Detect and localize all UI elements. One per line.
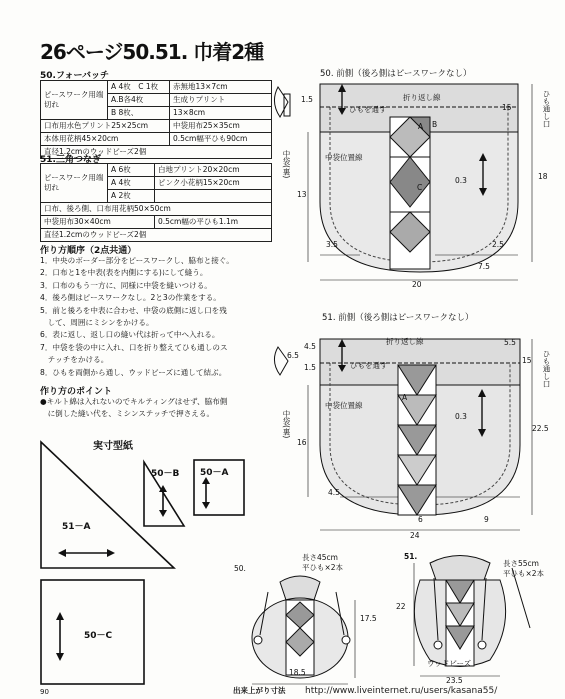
finished50-label: 50. bbox=[234, 564, 246, 573]
howto-step: 4．後ろ側はピースワークなし。2と3の作業をする。 bbox=[40, 293, 221, 303]
sec50-cell: 生成りプリント bbox=[170, 94, 272, 107]
howto-step: 2．口布と1を中表(表を内側にする)にして縫う。 bbox=[40, 268, 208, 278]
howto-step: テッチをかける。 bbox=[40, 355, 109, 365]
sec50-cell: 口布用水色プリント25×25cm bbox=[41, 120, 170, 133]
sec50-cell: ピースワーク用端切れ bbox=[41, 81, 108, 120]
diag50-dim: 3.5 bbox=[326, 240, 338, 249]
sec50-cell: 0.5cm幅平ひも90cm bbox=[170, 133, 272, 146]
diag51-caption: 51. 前側（後ろ側はピースワークなし） bbox=[322, 313, 474, 323]
point-text bbox=[40, 396, 227, 421]
sec50-cell: A.B各4枚 bbox=[108, 94, 170, 107]
sec51-heading: 51.三角つなぎ bbox=[40, 155, 101, 165]
diag50-dim: 13 bbox=[297, 190, 307, 199]
finished51-label: 51. bbox=[404, 552, 418, 561]
diag50-nakabukuro: 中袋位置線 bbox=[325, 153, 363, 162]
diag50-dim: 20 bbox=[412, 280, 422, 289]
diag51-nakabukuro: 中袋位置線 bbox=[325, 401, 363, 410]
pattern-51a-label: 51－A bbox=[62, 522, 91, 532]
howto-step: して、周囲にミシンをかける。 bbox=[40, 318, 154, 328]
sec51-cell bbox=[155, 190, 272, 203]
sec51-cell: 口布、後ろ側、口布用花柄50×50cm bbox=[41, 203, 272, 216]
sec50-heading: 50.フォーバッチ bbox=[40, 71, 110, 81]
sec51-cell: 直径1.2cmのウッドビーズ2個 bbox=[41, 229, 272, 242]
diag50-dim: 2.5 bbox=[492, 240, 504, 249]
finished50-dim: 17.5 bbox=[360, 614, 377, 623]
finished50-himo: 長さ45cm bbox=[302, 553, 338, 562]
howto-step: 5．前と後ろを中表に合わせ、中袋の底側に返し口を残 bbox=[40, 305, 227, 315]
diag51-himodoshi: ひも通し口 bbox=[542, 350, 551, 388]
finished-size-label: 出来上がり寸法 bbox=[233, 686, 286, 695]
diag51-dim: 22.5 bbox=[532, 424, 549, 433]
sec50-cell: A 4枚 C 1枚 bbox=[108, 81, 170, 94]
sec50-cell: B 8枚、 bbox=[108, 107, 170, 120]
diag51-dim: 1.5 bbox=[304, 363, 316, 372]
diag50-dim: 1.5 bbox=[301, 95, 313, 104]
diag51-dim: 6.5 bbox=[287, 351, 299, 360]
point-line: ●キルト綿は入れないのでキルティングはせず、脇布側 bbox=[40, 397, 228, 406]
diag51-dim: 6 bbox=[418, 515, 423, 524]
finished51-himo2: 平ひも×2本 bbox=[503, 569, 545, 578]
diag50-dim: 18 bbox=[538, 172, 548, 181]
diag51-dim: 0.3 bbox=[455, 412, 467, 421]
sec51-cell: ピースワーク用端切れ bbox=[41, 164, 108, 203]
diag50-c: C bbox=[417, 183, 423, 192]
diag51-dim: 4.5 bbox=[304, 342, 316, 351]
diag51-dim: 9 bbox=[484, 515, 489, 524]
howto-step: 1．中央のボーダー部分をピースワークし、脇布と接ぐ。 bbox=[40, 256, 234, 265]
pattern-50b-label: 50－B bbox=[151, 469, 180, 479]
diag50-a: A bbox=[418, 122, 424, 131]
diag51-dim: 15 bbox=[522, 356, 532, 365]
sec51-cell: 0.5cm幅の平ひも1.1m bbox=[155, 216, 272, 229]
howto-steps bbox=[40, 255, 234, 379]
finished51-beads: ウッドビーズ bbox=[427, 659, 472, 668]
finished50-himo2: 平ひも×2本 bbox=[302, 563, 344, 572]
diagram-51 bbox=[270, 325, 560, 540]
diag51-dim: 4.5 bbox=[328, 488, 340, 497]
finished51-dim: 23.5 bbox=[446, 676, 463, 685]
diag50-fold: 折り返し線 bbox=[403, 93, 441, 102]
sec51-cell: ピンク小花柄15×20cm bbox=[155, 177, 272, 190]
sec50-material-table bbox=[40, 80, 272, 159]
pattern-50c-label: 50－C bbox=[84, 631, 113, 641]
point-line: に倒した縫い代を、ミシンステッチで押さえる。 bbox=[40, 409, 215, 419]
diag50-dim: 0.3 bbox=[455, 176, 467, 185]
page-number: 90 bbox=[40, 688, 49, 696]
diag50-naka: 中袋(裏) bbox=[282, 150, 291, 179]
sec51-cell: A 4枚 bbox=[108, 177, 155, 190]
howto-step: 7．中袋を袋の中に入れ、口を折り整えてひも通しのス bbox=[40, 342, 228, 352]
sec51-material-table bbox=[40, 163, 272, 242]
source-url-watermark: http://www.liveinternet.ru/users/kasana55/ bbox=[305, 686, 498, 696]
diag50-dim: 7.5 bbox=[478, 262, 490, 271]
finished51-himo: 長さ55cm bbox=[503, 559, 539, 568]
diag51-naka: 中袋(裏) bbox=[282, 410, 291, 439]
diag51-dim: 24 bbox=[410, 531, 420, 540]
howto-step: 3．口布のもう一方に、同様に中袋を縫いつける。 bbox=[40, 280, 212, 290]
pattern-50a-label: 50－A bbox=[200, 468, 229, 478]
diag50-himodoshi: ひも通し口 bbox=[542, 90, 551, 128]
point-heading: 作り方のポイント bbox=[40, 387, 113, 397]
sec50-cell: 本体用花柄45×20cm bbox=[41, 133, 170, 146]
sec50-cell: 13×8cm bbox=[170, 107, 272, 120]
diag50-himo: ひもを通す bbox=[349, 105, 387, 114]
diag51-a: A bbox=[402, 393, 408, 402]
sec50-cell: 中袋用布25×35cm bbox=[170, 120, 272, 133]
finished51-dim: 22 bbox=[396, 602, 406, 611]
sec50-cell: 赤無地13×7cm bbox=[170, 81, 272, 94]
howto-step: 6．表に返し、返し口の縫い代は折って中へ入れる。 bbox=[40, 330, 220, 340]
howto-step: 8．ひもを両側から通し、ウッドビーズに通して結ぶ。 bbox=[40, 367, 227, 377]
diag51-himo: ひもを通す bbox=[350, 361, 388, 370]
howto-heading: 作り方順序（2点共通） bbox=[40, 246, 137, 256]
patterns-heading: 実寸型紙 bbox=[93, 441, 133, 452]
diag50-b: B bbox=[432, 120, 438, 129]
sec50-cell: 直径1.2cmのウッドビーズ2個 bbox=[41, 146, 272, 159]
page-title: 26ページ50.51. 巾着2種 bbox=[40, 40, 264, 64]
diag50-dim: 15 bbox=[502, 103, 512, 112]
diag51-dim: 16 bbox=[297, 438, 307, 447]
sec51-cell: A 2枚 bbox=[108, 190, 155, 203]
finished50-dim: 18.5 bbox=[289, 668, 306, 677]
sec51-cell: A 6枚 bbox=[108, 164, 155, 177]
sec51-cell: 白地プリント20×20cm bbox=[155, 164, 272, 177]
sec51-cell: 中袋用布30×40cm bbox=[41, 216, 155, 229]
diag51-dim: 5.5 bbox=[504, 338, 516, 347]
diag50-caption: 50. 前側（後ろ側はピースワークなし） bbox=[320, 69, 472, 79]
diag51-fold: 折り返し線 bbox=[386, 337, 424, 346]
